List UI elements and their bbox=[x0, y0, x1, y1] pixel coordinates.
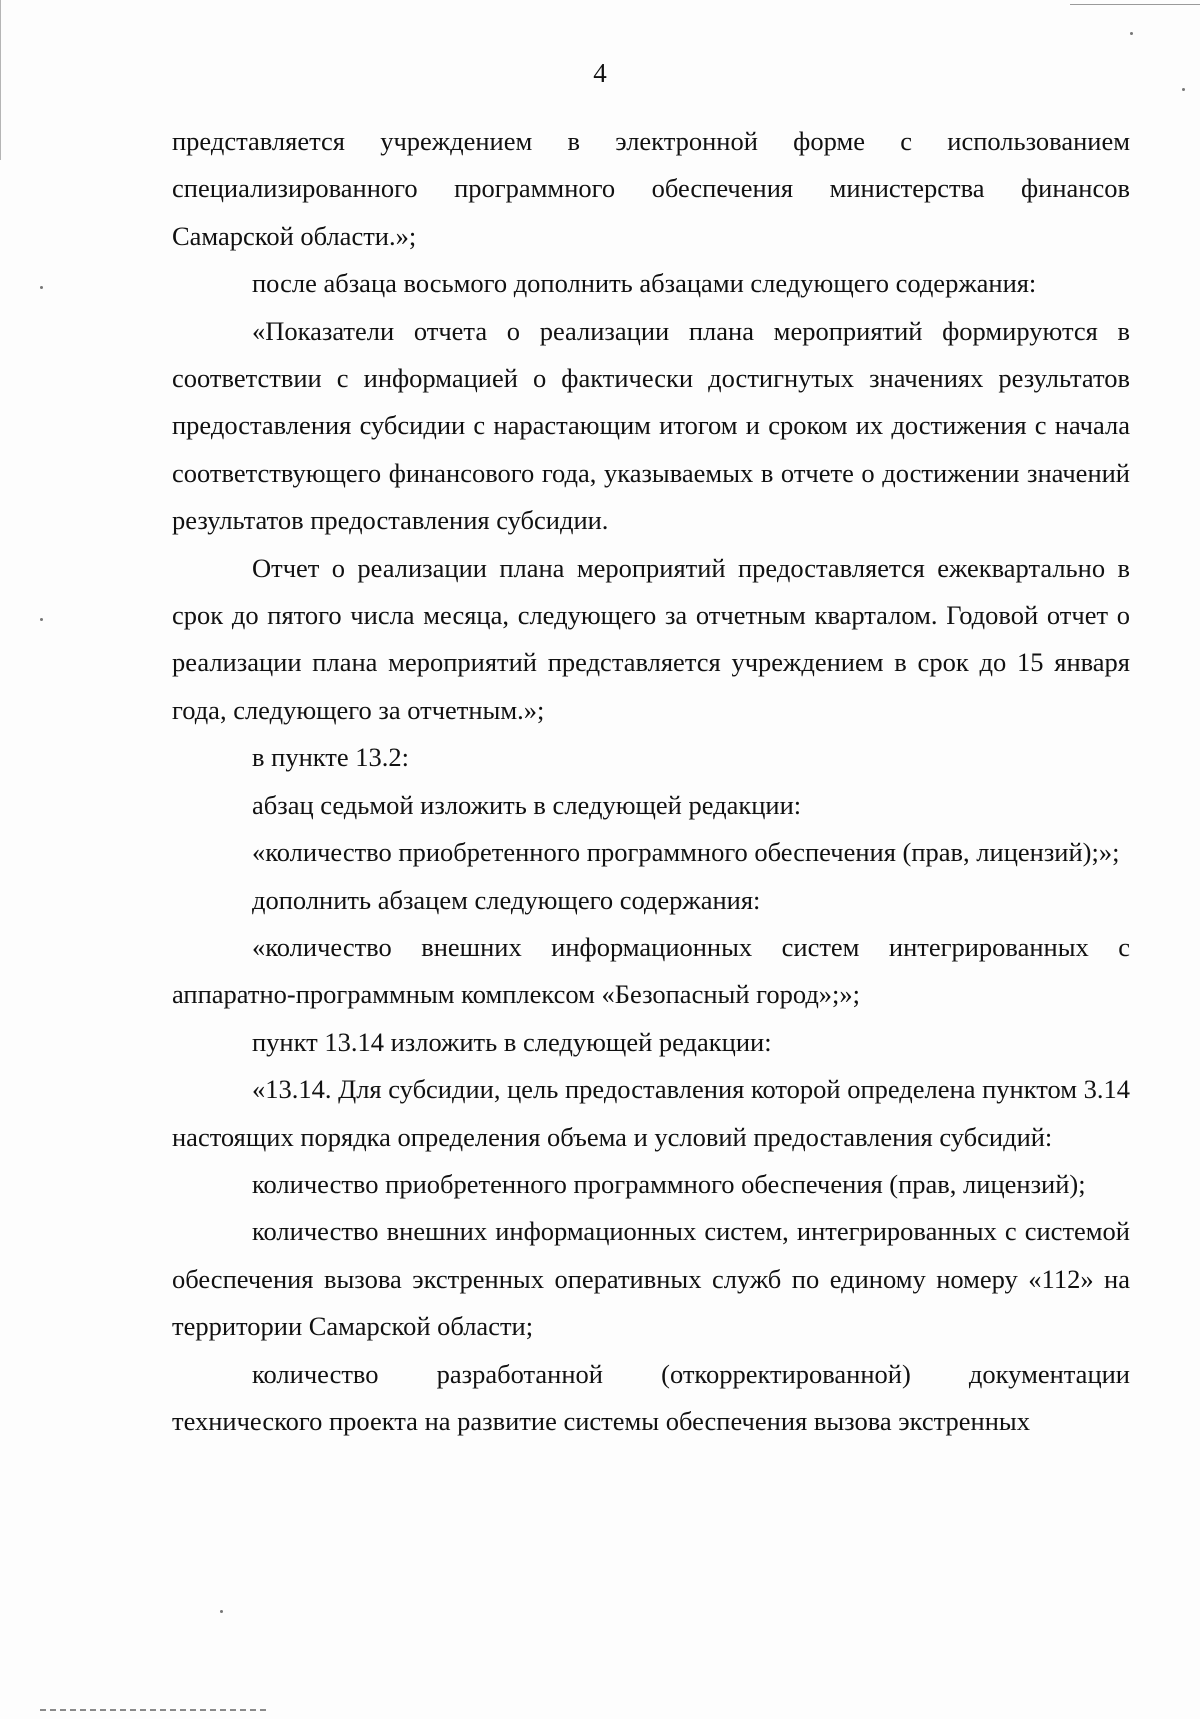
paragraph: «количество внешних информационных систем интегрированных с аппаратно-программным комплексом «Безопасный город»;»; bbox=[172, 931, 1130, 1010]
paragraph: в пункте 13.2: bbox=[252, 742, 409, 773]
paragraph: представляется учреждением в электронной форме с использованием специализированного программного обеспечения министерства финансов Самарской области.»; bbox=[172, 126, 1130, 251]
paragraph: абзац седьмой изложить в следующей редакции: bbox=[252, 789, 802, 820]
scan-artifact-line bbox=[1070, 4, 1200, 5]
document-body bbox=[172, 118, 1130, 1445]
scan-speck bbox=[40, 618, 43, 621]
scan-artifact-line bbox=[40, 1709, 270, 1711]
paragraph: «количество приобретенного программного обеспечения (прав, лицензий);»; bbox=[252, 837, 1120, 868]
paragraph: пункт 13.14 изложить в следующей редакции: bbox=[252, 1026, 772, 1057]
paragraph: после абзаца восьмого дополнить абзацами следующего содержания: bbox=[252, 268, 1037, 299]
paragraph: количество приобретенного программного обеспечения (прав, лицензий); bbox=[252, 1168, 1086, 1199]
page-number: 4 bbox=[593, 58, 607, 88]
paragraph: количество внешних информационных систем, интегрированных с системой обеспечения вызова экстренных оперативных служб по единому номеру «112» на территории Самарской области; bbox=[172, 1216, 1130, 1342]
scan-speck bbox=[220, 1610, 223, 1613]
scan-speck bbox=[1130, 32, 1133, 35]
scan-speck bbox=[40, 286, 43, 289]
paragraph: «13.14. Для субсидии, цель предоставления которой определена пунктом 3.14 настоящих порядка определения объема и условий предоставления субсидий: bbox=[172, 1074, 1130, 1152]
paragraph: количество разработанной (откорректированной) документации технического проекта на развитие системы обеспечения вызова экстренных bbox=[172, 1358, 1130, 1436]
paragraph: Отчет о реализации плана мероприятий предоставляется ежеквартально в срок до пятого числа месяца, следующего за отчетным кварталом. Годовой отчет о реализации плана мероприятий представляется учреждением в срок до 15 января года, следующего за отчетным.»; bbox=[172, 552, 1130, 725]
paragraph: дополнить абзацем следующего содержания: bbox=[252, 884, 761, 915]
paragraph: «Показатели отчета о реализации плана мероприятий формируются в соответствии с информацией о фактически достигнутых значениях результатов предоставления субсидии с нарастающим итогом и сроком их достижения с начала соответствующего финансового года, указываемых в отчете о достижении значений результатов предоставления субсидии. bbox=[172, 315, 1130, 536]
